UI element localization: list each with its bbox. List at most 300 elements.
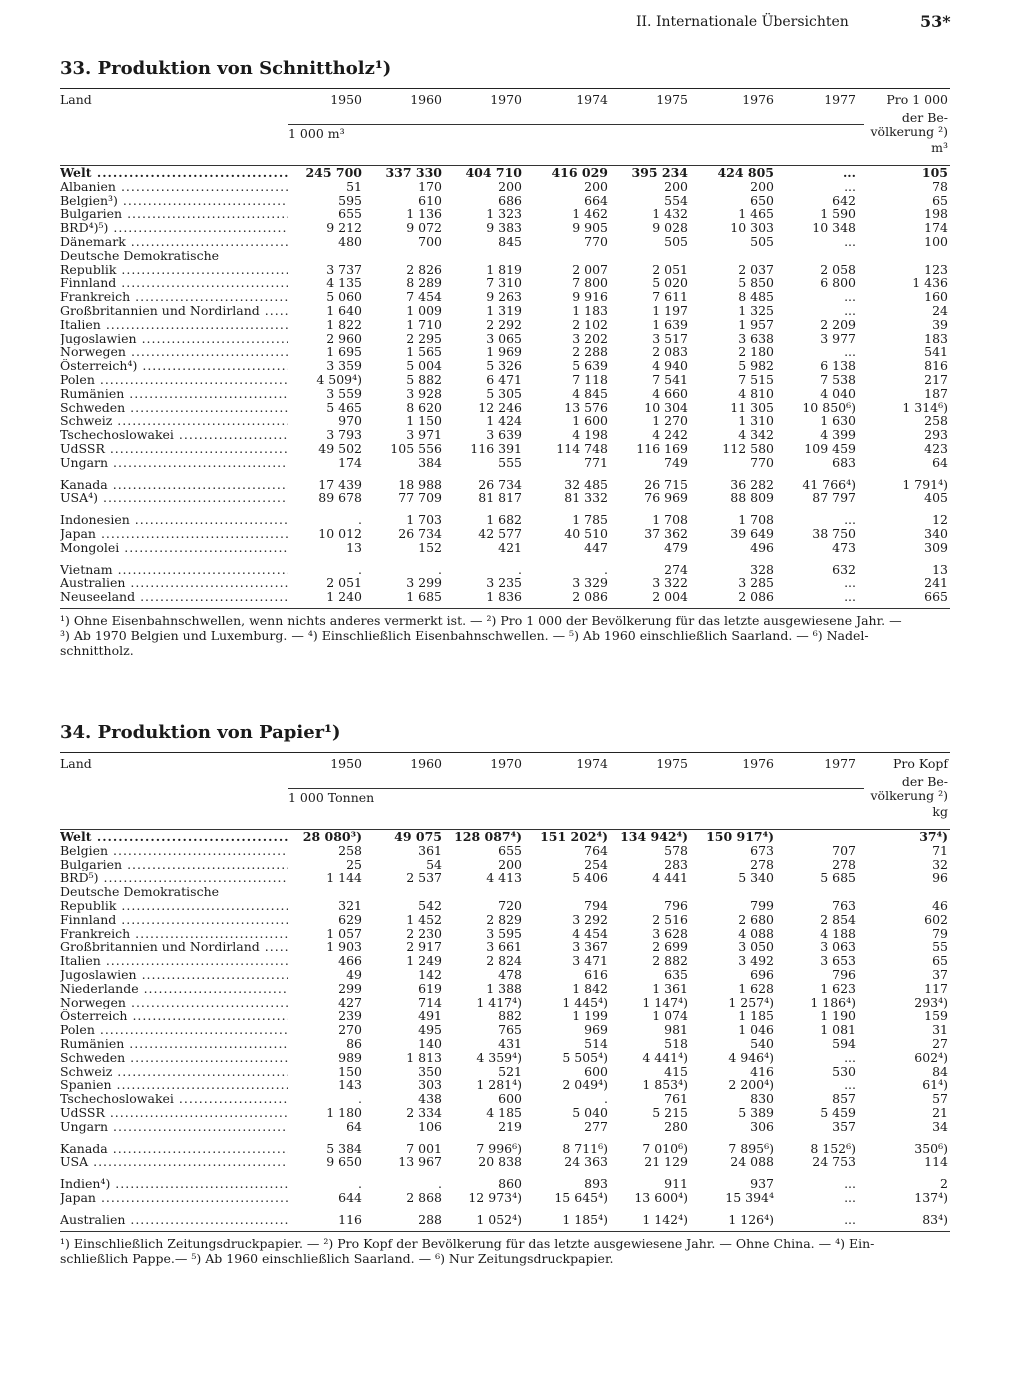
country-name: Italien .....	[60, 318, 288, 332]
value-cell: 700	[418, 235, 442, 249]
value-cell: 496	[750, 540, 774, 555]
value-cell: 1 314⁶)	[902, 400, 948, 415]
leader-dots	[124, 1037, 288, 1051]
value-cell: 4 946⁴)	[728, 1050, 774, 1065]
value-cell: 2 102	[572, 317, 608, 332]
value-cell: 1 052⁴)	[476, 1212, 522, 1227]
country-name: Deutsche Demokratische	[60, 248, 220, 263]
country-name: Indonesien .....	[60, 513, 288, 527]
leader-dots	[130, 290, 288, 304]
table-row	[60, 927, 950, 941]
value-cell: 683	[832, 455, 856, 470]
value-cell: ...	[844, 590, 856, 604]
value-cell: 1 388	[486, 981, 522, 996]
country-name: BRD⁵) .....	[60, 871, 288, 885]
column-header-per-head: Pro 1 000	[886, 92, 948, 107]
value-cell: 4 198	[572, 428, 608, 443]
value-cell: 9 916	[572, 290, 608, 305]
table-row	[60, 913, 950, 927]
value-cell: 424 805	[717, 166, 774, 180]
leader-dots	[108, 221, 288, 235]
value-cell: 150	[338, 1064, 362, 1079]
table-row	[60, 1065, 950, 1079]
value-cell: 109 459	[804, 442, 856, 456]
value-cell: 664	[584, 193, 608, 208]
value-cell: ...	[844, 345, 856, 360]
value-cell: 117	[924, 981, 948, 996]
value-cell: 13	[346, 540, 362, 555]
value-cell	[782, 830, 864, 844]
country-name: UdSSR .....	[60, 1106, 288, 1120]
country-name: Schweiz .....	[60, 1065, 288, 1079]
value-cell: 9 905	[572, 221, 608, 236]
value-cell: .	[358, 562, 362, 577]
country-name: Jugoslawien .....	[60, 332, 288, 346]
value-cell: 1 185⁴)	[562, 1212, 608, 1227]
value-cell: 49	[346, 968, 362, 982]
country-name: Albanien .....	[60, 180, 288, 194]
value-cell: ...	[844, 290, 856, 305]
value-cell: 7 118	[572, 373, 608, 387]
value-cell: 2	[940, 1177, 948, 1192]
table-row	[60, 590, 950, 604]
value-cell: 1 142⁴)	[642, 1212, 688, 1227]
value-cell: 200	[498, 857, 522, 872]
group-spacer	[60, 1134, 950, 1142]
leader-dots	[137, 968, 288, 982]
country-name: Bulgarien .....	[60, 207, 288, 221]
value-cell: 799	[750, 899, 774, 913]
value-cell: 258	[338, 843, 362, 858]
value-cell: 1 682	[486, 513, 522, 528]
value-cell: ...	[844, 1191, 856, 1205]
value-cell: 602	[924, 912, 948, 927]
country-name: Tschechoslowakei .....	[60, 428, 288, 442]
value-cell: 2 051	[652, 262, 688, 277]
value-cell: 1 462	[572, 207, 608, 222]
value-cell: 3 653	[820, 954, 856, 969]
value-cell: ...	[844, 235, 856, 249]
value-cell: 4 441	[652, 871, 688, 886]
column-header-year: 1950	[330, 92, 362, 107]
value-cell: 81 817	[478, 491, 522, 506]
leader-dots	[108, 1120, 288, 1134]
value-cell: 21 129	[644, 1155, 688, 1170]
value-cell: 5 505⁴)	[562, 1050, 608, 1065]
value-cell: 24 753	[812, 1155, 856, 1170]
value-cell: 2 829	[486, 912, 522, 927]
value-cell: 1 565	[406, 345, 442, 360]
value-cell: 7 541	[652, 373, 688, 387]
value-cell: 1 791⁴)	[902, 477, 948, 492]
value-cell: 714	[418, 995, 442, 1010]
value-cell: 3 737	[326, 262, 362, 277]
value-cell: 5 020	[652, 276, 688, 291]
table-row	[60, 527, 950, 541]
table-33-header	[60, 89, 950, 159]
value-cell: 1 310	[738, 414, 774, 429]
group-spacer	[60, 505, 950, 513]
value-cell: 1 630	[820, 414, 856, 429]
value-cell: 3 661	[486, 940, 522, 955]
value-cell: 12	[932, 513, 948, 528]
value-cell: 337 330	[385, 166, 442, 180]
value-cell: 491	[418, 1009, 442, 1024]
footnote-line: ¹) Einschließlich Zeitungsdruckpapier. — ²) Pro Kopf der Bevölkerung für das letzte ausgewiesene Jahr. — Ohne China. — ⁴) Ein-	[60, 1235, 875, 1251]
value-cell: 1 126⁴)	[728, 1212, 774, 1227]
value-cell: 1 445⁴)	[562, 995, 608, 1010]
value-cell: 40 510	[564, 527, 608, 541]
value-cell: 1 710	[406, 317, 442, 332]
column-header-land: Land	[60, 92, 92, 107]
value-cell: 71	[932, 843, 948, 858]
value-cell: 2 854	[820, 912, 856, 927]
leader-dots	[116, 263, 288, 277]
value-cell: 41 766⁴)	[802, 477, 856, 492]
value-cell: ...	[844, 576, 856, 591]
table-row	[60, 844, 950, 858]
value-cell: 65	[932, 193, 948, 208]
value-cell: 431	[498, 1037, 522, 1051]
unit-label: 1 000 m³	[288, 125, 864, 141]
leader-dots	[119, 541, 288, 555]
value-cell: 64	[346, 1119, 362, 1134]
value-cell: 7 895⁶)	[728, 1141, 774, 1156]
value-cell: 328	[750, 562, 774, 577]
value-cell: 39 649	[730, 527, 774, 541]
leader-dots	[116, 276, 288, 290]
value-cell: 1 785	[572, 513, 608, 528]
column-header-year: 1970	[490, 756, 522, 771]
value-cell: 1 623	[820, 981, 856, 996]
value-cell: 39	[932, 317, 948, 332]
value-cell: 3 202	[572, 331, 608, 346]
leader-dots	[122, 858, 288, 872]
leader-dots	[127, 1009, 288, 1023]
table-row	[60, 221, 950, 235]
table-row	[60, 290, 950, 304]
value-cell: 3 359	[326, 359, 362, 374]
per-head-unit: m³	[931, 141, 948, 156]
value-cell: 644	[338, 1191, 362, 1205]
value-cell: 140	[418, 1037, 442, 1051]
table-row	[60, 304, 950, 318]
value-cell: 84	[932, 1064, 948, 1079]
value-cell: 28 080³)	[302, 830, 362, 844]
value-cell: ...	[844, 179, 856, 194]
value-cell: 4 940	[652, 359, 688, 374]
value-cell: 5 639	[572, 359, 608, 374]
value-cell: 116 169	[636, 442, 688, 456]
value-cell: 288	[418, 1212, 442, 1227]
value-cell: ...	[842, 166, 856, 180]
table-34-title: 34. Produktion von Papier¹)	[60, 722, 341, 743]
value-cell: 479	[664, 540, 688, 555]
value-cell: 151 202⁴)	[540, 830, 608, 844]
value-cell: 7 996⁶)	[476, 1141, 522, 1156]
value-cell: 160	[924, 290, 948, 305]
value-cell: 27	[932, 1037, 948, 1051]
value-cell: 610	[418, 193, 442, 208]
table-row	[60, 954, 950, 968]
table-row	[60, 576, 950, 590]
value-cell: 142	[418, 968, 442, 982]
value-cell: 198	[924, 207, 948, 222]
page-number: 53*	[920, 12, 951, 31]
value-cell: 34	[932, 1119, 948, 1134]
value-cell: 4 342	[738, 428, 774, 443]
country-name: Italien .....	[60, 954, 288, 968]
value-cell: 415	[664, 1064, 688, 1079]
value-cell: 2 083	[652, 345, 688, 360]
value-cell: .	[438, 1177, 442, 1192]
value-cell: 5 340	[738, 871, 774, 886]
value-cell: 5 040	[572, 1106, 608, 1120]
value-cell: 61⁴)	[922, 1078, 948, 1093]
value-cell: 1 185	[738, 1009, 774, 1024]
value-cell: 616	[584, 968, 608, 982]
value-cell: 2 051	[326, 576, 362, 591]
table-row	[60, 194, 950, 208]
value-cell: .	[518, 562, 522, 577]
column-header-year: 1960	[410, 92, 442, 107]
leader-dots	[108, 478, 288, 492]
value-cell: 1 465	[738, 207, 774, 222]
value-cell: 1 323	[486, 207, 522, 222]
value-cell: 3 063	[820, 940, 856, 955]
value-cell: 7 454	[406, 290, 442, 305]
value-cell: 5 406	[572, 871, 608, 886]
country-name: Frankreich .....	[60, 927, 288, 941]
country-name: Österreich .....	[60, 1009, 288, 1023]
value-cell: 5 459	[820, 1106, 856, 1120]
table-row	[60, 1009, 950, 1023]
leader-dots	[260, 940, 288, 954]
table-row	[60, 940, 950, 954]
value-cell: 720	[498, 899, 522, 913]
value-cell: 530	[832, 1064, 856, 1079]
value-cell: 1 822	[326, 317, 362, 332]
value-cell: 9 072	[406, 221, 442, 236]
column-header-year: 1970	[490, 92, 522, 107]
value-cell: 4 135	[326, 276, 362, 291]
value-cell: 3 793	[326, 428, 362, 443]
value-cell: 4 399	[820, 428, 856, 443]
value-cell: 76 969	[644, 491, 688, 506]
leader-dots	[112, 414, 288, 428]
value-cell: 105 556	[390, 442, 442, 456]
value-cell: 26 734	[398, 527, 442, 541]
value-cell: 170	[418, 179, 442, 194]
value-cell: 9 263	[486, 290, 522, 305]
value-cell: 11 305	[730, 400, 774, 415]
leader-dots	[95, 1023, 288, 1037]
value-cell	[450, 885, 530, 899]
per-head-line: völkerung ²)	[870, 788, 948, 803]
country-name: Schweden .....	[60, 401, 288, 415]
value-cell: .	[604, 1092, 608, 1107]
country-name: Ungarn .....	[60, 456, 288, 470]
value-cell: 707	[832, 843, 856, 858]
value-cell: 1 150	[406, 414, 442, 429]
value-cell: 13 600⁴)	[634, 1191, 688, 1205]
country-name: Schweiz .....	[60, 414, 288, 428]
table-row	[60, 1120, 950, 1134]
value-cell: 749	[664, 455, 688, 470]
value-cell: 478	[498, 968, 522, 982]
value-cell: 8 620	[406, 400, 442, 415]
value-cell: 642	[832, 193, 856, 208]
table-row	[60, 414, 950, 428]
table-row	[60, 996, 950, 1010]
value-cell: 1 639	[652, 317, 688, 332]
value-cell: 1 452	[406, 912, 442, 927]
value-cell: 51	[346, 179, 362, 194]
country-name: Japan .....	[60, 1191, 288, 1205]
value-cell: 4 810	[738, 386, 774, 401]
value-cell: 26 734	[478, 477, 522, 492]
country-name: Neuseeland .....	[60, 590, 288, 604]
leader-dots	[125, 1051, 288, 1065]
country-name: Österreich⁴) .....	[60, 359, 288, 373]
value-cell: 49 075	[394, 830, 442, 844]
value-cell: 2 058	[820, 262, 856, 277]
leader-dots	[108, 1142, 288, 1156]
country-name: Kanada .....	[60, 1142, 288, 1156]
value-cell: 114 748	[556, 442, 608, 456]
value-cell: 36 282	[730, 477, 774, 492]
value-cell: 134 942⁴)	[620, 830, 688, 844]
value-cell: 1 183	[572, 304, 608, 318]
country-name: Belgien³) .....	[60, 194, 288, 208]
leader-dots	[125, 576, 288, 590]
group-spacer	[60, 555, 950, 563]
value-cell: 2 537	[406, 871, 442, 886]
value-cell: 5 982	[738, 359, 774, 374]
value-cell: 10 012	[318, 527, 362, 541]
value-cell: 2 334	[406, 1106, 442, 1120]
table-row	[60, 478, 950, 492]
value-cell: 540	[750, 1037, 774, 1051]
value-cell: 578	[664, 843, 688, 858]
group-spacer	[60, 1169, 950, 1177]
country-name: Finnland .....	[60, 276, 288, 290]
value-cell: 4 454	[572, 926, 608, 941]
value-cell	[782, 249, 864, 263]
running-title: II. Internationale Übersichten	[636, 14, 849, 30]
value-cell: 542	[418, 899, 442, 913]
leader-dots	[96, 527, 288, 541]
table-row	[60, 332, 950, 346]
value-cell: 1 436	[912, 276, 948, 291]
value-cell: 770	[584, 235, 608, 249]
country-name: Jugoslawien .....	[60, 968, 288, 982]
value-cell: 3 285	[738, 576, 774, 591]
leader-dots	[116, 899, 288, 913]
value-cell: 32	[932, 857, 948, 872]
value-cell: 4 845	[572, 386, 608, 401]
value-cell: 1 136	[406, 207, 442, 222]
leader-dots	[139, 982, 288, 996]
table-34-section	[60, 722, 950, 1266]
value-cell: 7 310	[486, 276, 522, 291]
table-row	[60, 1051, 950, 1065]
value-cell: 969	[584, 1023, 608, 1038]
leader-dots	[130, 513, 288, 527]
table-33-title: 33. Produktion von Schnittholz¹)	[60, 58, 392, 79]
value-cell: 37 362	[644, 527, 688, 541]
value-cell: 421	[498, 540, 522, 555]
value-cell	[696, 249, 782, 263]
value-cell: 1 257⁴)	[728, 995, 774, 1010]
value-cell: 595	[338, 193, 362, 208]
value-cell: 1 590	[820, 207, 856, 222]
value-cell: .	[358, 513, 362, 528]
footnote-line: schnittholz.	[60, 643, 134, 658]
value-cell: 38 750	[812, 527, 856, 541]
leader-dots	[99, 871, 288, 885]
country-name: Frankreich .....	[60, 290, 288, 304]
value-cell: 594	[832, 1037, 856, 1051]
value-cell: 293⁴)	[914, 995, 948, 1010]
value-cell: 3 050	[738, 940, 774, 955]
value-cell: 258	[924, 414, 948, 429]
table-row	[60, 1191, 950, 1205]
value-cell	[288, 249, 370, 263]
country-name: Polen .....	[60, 373, 288, 387]
value-cell	[370, 249, 450, 263]
column-header-year: 1977	[824, 92, 856, 107]
leader-dots	[110, 1177, 288, 1191]
table-row	[60, 982, 950, 996]
value-cell: 2 200⁴)	[728, 1078, 774, 1093]
table-row	[60, 541, 950, 555]
value-cell: 21	[932, 1106, 948, 1120]
value-cell: 116	[338, 1212, 362, 1227]
value-cell: 763	[832, 899, 856, 913]
value-cell: ...	[844, 1050, 856, 1065]
value-cell: 3 559	[326, 386, 362, 401]
value-cell: 1 640	[326, 304, 362, 318]
value-cell: 4 441⁴)	[642, 1050, 688, 1065]
table-row	[60, 899, 950, 913]
table-row	[60, 263, 950, 277]
value-cell: ...	[844, 304, 856, 318]
value-cell: 89 678	[318, 491, 362, 506]
leader-dots	[122, 207, 288, 221]
value-cell: 24 088	[730, 1155, 774, 1170]
leader-dots	[108, 456, 288, 470]
value-cell: 5 305	[486, 386, 522, 401]
leader-dots	[113, 563, 288, 577]
group-spacer	[60, 470, 950, 478]
table-row	[60, 387, 950, 401]
value-cell: 37⁴)	[919, 830, 948, 844]
value-cell: 274	[664, 562, 688, 577]
value-cell: 8 485	[738, 290, 774, 305]
country-name: Dänemark .....	[60, 235, 288, 249]
value-cell: 54	[426, 857, 442, 872]
value-cell: 114	[924, 1155, 948, 1170]
value-cell: 2 824	[486, 954, 522, 969]
value-cell: 7 538	[820, 373, 856, 387]
value-cell: 438	[418, 1092, 442, 1107]
value-cell: 937	[750, 1177, 774, 1192]
value-cell: 555	[498, 455, 522, 470]
value-cell: 183	[924, 331, 948, 346]
column-header-year: 1975	[656, 92, 688, 107]
value-cell: 2 960	[326, 331, 362, 346]
